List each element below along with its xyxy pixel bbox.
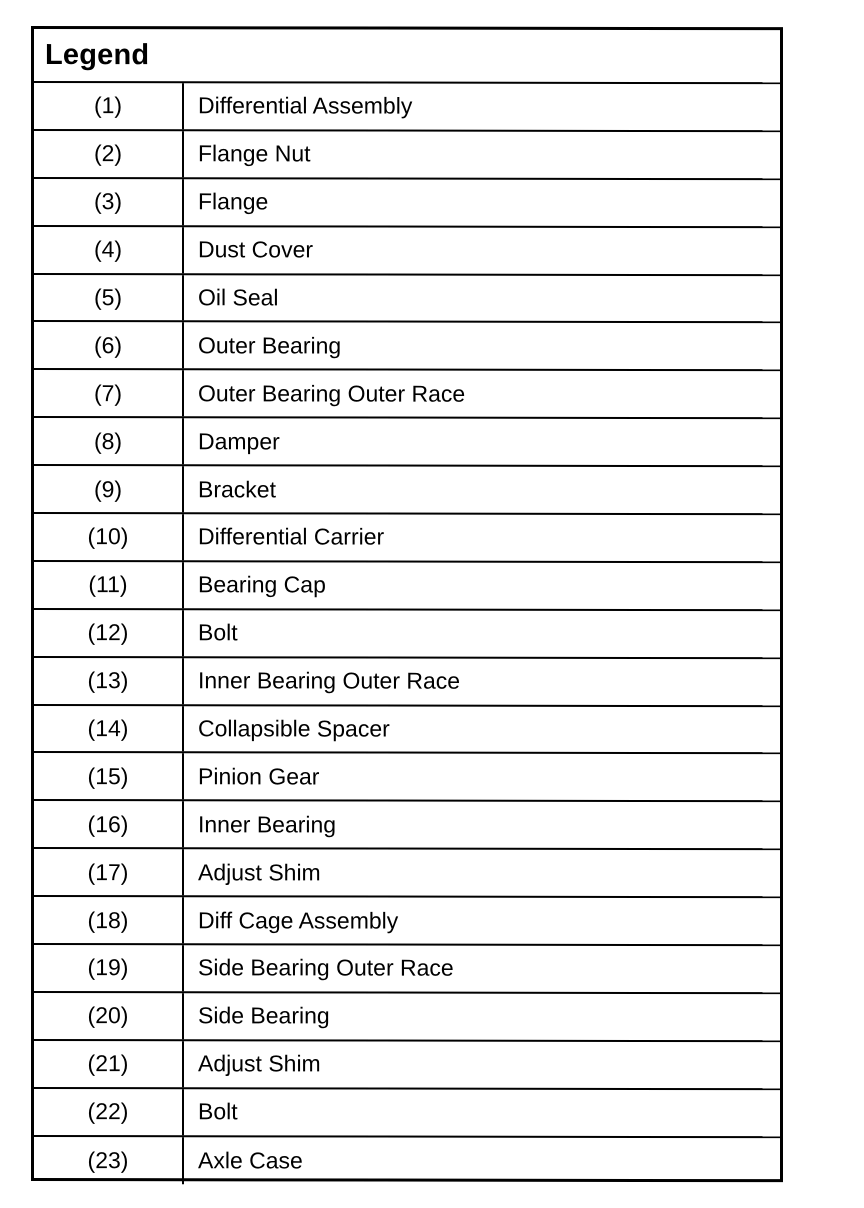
item-description: Axle Case	[198, 1147, 303, 1174]
legend-row	[34, 801, 780, 850]
item-number: (5)	[34, 275, 184, 321]
item-number: (22)	[34, 1089, 184, 1135]
item-description: Bolt	[198, 1098, 238, 1125]
item-number: (13)	[34, 658, 184, 704]
item-number: (23)	[34, 1137, 184, 1185]
item-description: Differential Carrier	[198, 523, 385, 551]
legend-row	[34, 370, 780, 419]
item-description: Adjust Shim	[198, 858, 321, 886]
legend-row	[34, 1137, 780, 1186]
item-number: (21)	[34, 1041, 184, 1087]
item-description: Diff Cage Assembly	[198, 906, 399, 934]
item-number: (8)	[34, 418, 184, 464]
legend-row	[34, 466, 780, 515]
item-number: (9)	[34, 466, 184, 512]
item-number: (20)	[34, 993, 184, 1039]
legend-row	[34, 179, 780, 228]
legend-row	[34, 275, 780, 324]
item-description: Adjust Shim	[198, 1050, 321, 1077]
item-description: Inner Bearing Outer Race	[198, 667, 461, 694]
legend-row	[34, 131, 780, 180]
legend-row	[34, 83, 780, 132]
legend-row	[34, 1041, 780, 1090]
item-number: (1)	[34, 83, 184, 129]
item-description: Damper	[198, 427, 280, 455]
item-number: (4)	[34, 227, 184, 273]
item-number: (15)	[34, 753, 184, 799]
item-description: Differential Assembly	[198, 92, 413, 120]
item-number: (7)	[34, 370, 184, 416]
item-description: Side Bearing Outer Race	[198, 954, 454, 982]
item-number: (11)	[34, 562, 184, 608]
item-description: Flange Nut	[198, 140, 311, 167]
item-description: Side Bearing	[198, 1002, 330, 1029]
legend-row	[34, 706, 780, 755]
item-number: (18)	[34, 897, 184, 943]
legend-row	[34, 897, 780, 946]
legend-row	[34, 1089, 780, 1138]
legend-row	[34, 945, 780, 994]
item-description: Bracket	[198, 475, 276, 502]
item-number: (2)	[34, 131, 184, 177]
item-description: Inner Bearing	[198, 811, 337, 838]
legend-row	[34, 562, 780, 611]
item-description: Pinion Gear	[198, 763, 320, 790]
item-number: (10)	[34, 514, 184, 560]
item-description: Bolt	[198, 619, 238, 646]
legend-row	[34, 993, 780, 1042]
legend-table	[31, 26, 783, 1182]
item-number: (14)	[34, 706, 184, 752]
legend-row	[34, 418, 780, 467]
item-description: Flange	[198, 188, 269, 215]
legend-rows	[34, 83, 780, 1186]
item-description: Bearing Cap	[198, 571, 326, 598]
legend-row	[34, 322, 780, 371]
item-description: Dust Cover	[198, 236, 314, 263]
legend-row	[34, 753, 780, 802]
legend-title: Legend	[34, 29, 780, 84]
item-number: (12)	[34, 610, 184, 656]
item-number: (16)	[34, 801, 184, 847]
item-description: Collapsible Spacer	[198, 715, 390, 742]
legend-row	[34, 227, 780, 276]
legend-row	[34, 658, 780, 707]
item-description: Outer Bearing	[198, 332, 342, 359]
legend-row	[34, 610, 780, 659]
item-description: Oil Seal	[198, 284, 279, 311]
item-description: Outer Bearing Outer Race	[198, 380, 466, 407]
item-number: (3)	[34, 179, 184, 225]
item-number: (19)	[34, 945, 184, 991]
item-number: (17)	[34, 849, 184, 895]
item-number: (6)	[34, 322, 184, 368]
legend-row	[34, 514, 780, 563]
legend-row	[34, 849, 780, 898]
